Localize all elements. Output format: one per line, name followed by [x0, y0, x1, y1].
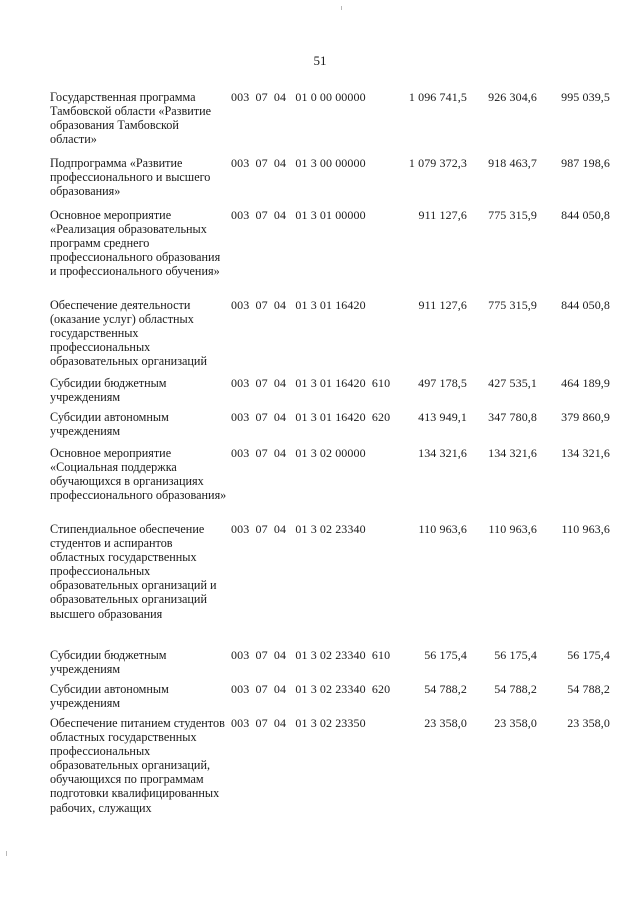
row-value-2022: 775 315,9	[488, 208, 537, 222]
table-row	[0, 376, 640, 404]
row-name: Субсидии автономным учреждениям	[50, 682, 169, 711]
row-value-2023: 110 963,6	[561, 522, 610, 536]
row-value-2023: 995 039,5	[561, 90, 610, 104]
row-code: 003 07 04 01 3 02 00000	[231, 446, 366, 460]
row-name: Подпрограмма «Развитие профессионального и высшего образования»	[50, 156, 211, 199]
row-value-2022: 23 358,0	[494, 716, 537, 730]
row-value-2022: 56 175,4	[494, 648, 537, 662]
row-value-2023: 987 198,6	[561, 156, 610, 170]
row-value-2021: 23 358,0	[424, 716, 467, 730]
row-value-2023: 56 175,4	[567, 648, 610, 662]
row-value-2022: 427 535,1	[488, 376, 537, 390]
row-code: 003 07 04 01 3 01 16420	[231, 298, 366, 312]
row-value-2023: 464 189,9	[561, 376, 610, 390]
row-value-2022: 134 321,6	[488, 446, 537, 460]
row-code: 003 07 04 01 0 00 00000	[231, 90, 366, 104]
table-row	[0, 298, 640, 368]
row-value-2021: 56 175,4	[424, 648, 467, 662]
scan-mark	[341, 6, 342, 10]
row-code: 003 07 04 01 3 02 23340 610	[231, 648, 391, 662]
row-value-2021: 911 127,6	[418, 298, 467, 312]
row-value-2021: 134 321,6	[418, 446, 467, 460]
row-code: 003 07 04 01 3 02 23350	[231, 716, 366, 730]
table-row	[0, 410, 640, 438]
row-name: Субсидии автономным учреждениям	[50, 410, 169, 439]
row-value-2021: 54 788,2	[424, 682, 467, 696]
row-value-2022: 926 304,6	[488, 90, 537, 104]
row-value-2023: 844 050,8	[561, 208, 610, 222]
row-value-2022: 54 788,2	[494, 682, 537, 696]
row-name: Субсидии бюджетным учреждениям	[50, 376, 167, 405]
row-value-2023: 54 788,2	[567, 682, 610, 696]
row-name: Основное мероприятие «Социальная поддержка обучающихся в организациях профессионального образования»	[50, 446, 227, 503]
row-code: 003 07 04 01 3 01 00000	[231, 208, 366, 222]
row-value-2022: 347 780,8	[488, 410, 537, 424]
row-value-2023: 134 321,6	[561, 446, 610, 460]
scan-mark	[6, 851, 7, 856]
row-value-2023: 23 358,0	[567, 716, 610, 730]
row-value-2023: 844 050,8	[561, 298, 610, 312]
table-row	[0, 716, 640, 815]
table-row	[0, 208, 640, 278]
row-value-2021: 1 079 372,3	[408, 156, 467, 170]
row-value-2022: 918 463,7	[488, 156, 537, 170]
table-row	[0, 682, 640, 710]
row-code: 003 07 04 01 3 00 00000	[231, 156, 366, 170]
row-name: Обеспечение деятельности (оказание услуг) областных государственных профессиональных образовательных организаций	[50, 298, 207, 369]
row-code: 003 07 04 01 3 01 16420 610	[231, 376, 391, 390]
row-name: Стипендиальное обеспечение студентов и аспирантов областных государственных профессиональных образовательных организаций и образовательных организаций высшего образования	[50, 522, 217, 621]
row-value-2021: 497 178,5	[418, 376, 467, 390]
table-row	[0, 90, 640, 146]
table-row	[0, 522, 640, 621]
row-value-2022: 775 315,9	[488, 298, 537, 312]
row-name: Субсидии бюджетным учреждениям	[50, 648, 167, 677]
table-row	[0, 156, 640, 198]
row-value-2021: 110 963,6	[418, 522, 467, 536]
table-row	[0, 648, 640, 676]
row-value-2021: 911 127,6	[418, 208, 467, 222]
row-value-2021: 1 096 741,5	[408, 90, 467, 104]
page-number: 51	[313, 53, 327, 68]
row-name: Основное мероприятие «Реализация образовательных программ среднего профессионального образования и профессионального обучения»	[50, 208, 221, 279]
row-code: 003 07 04 01 3 02 23340	[231, 522, 366, 536]
row-value-2023: 379 860,9	[561, 410, 610, 424]
row-name: Государственная программа Тамбовской области «Развитие образования Тамбовской области»	[50, 90, 212, 147]
row-value-2021: 413 949,1	[418, 410, 467, 424]
row-name: Обеспечение питанием студентов областных государственных профессиональных образовательных организаций, обучающихся по программам подготовки квалифицированных рабочих, служащих	[50, 716, 225, 815]
row-code: 003 07 04 01 3 01 16420 620	[231, 410, 391, 424]
table-row	[0, 446, 640, 502]
row-code: 003 07 04 01 3 02 23340 620	[231, 682, 391, 696]
row-value-2022: 110 963,6	[488, 522, 537, 536]
